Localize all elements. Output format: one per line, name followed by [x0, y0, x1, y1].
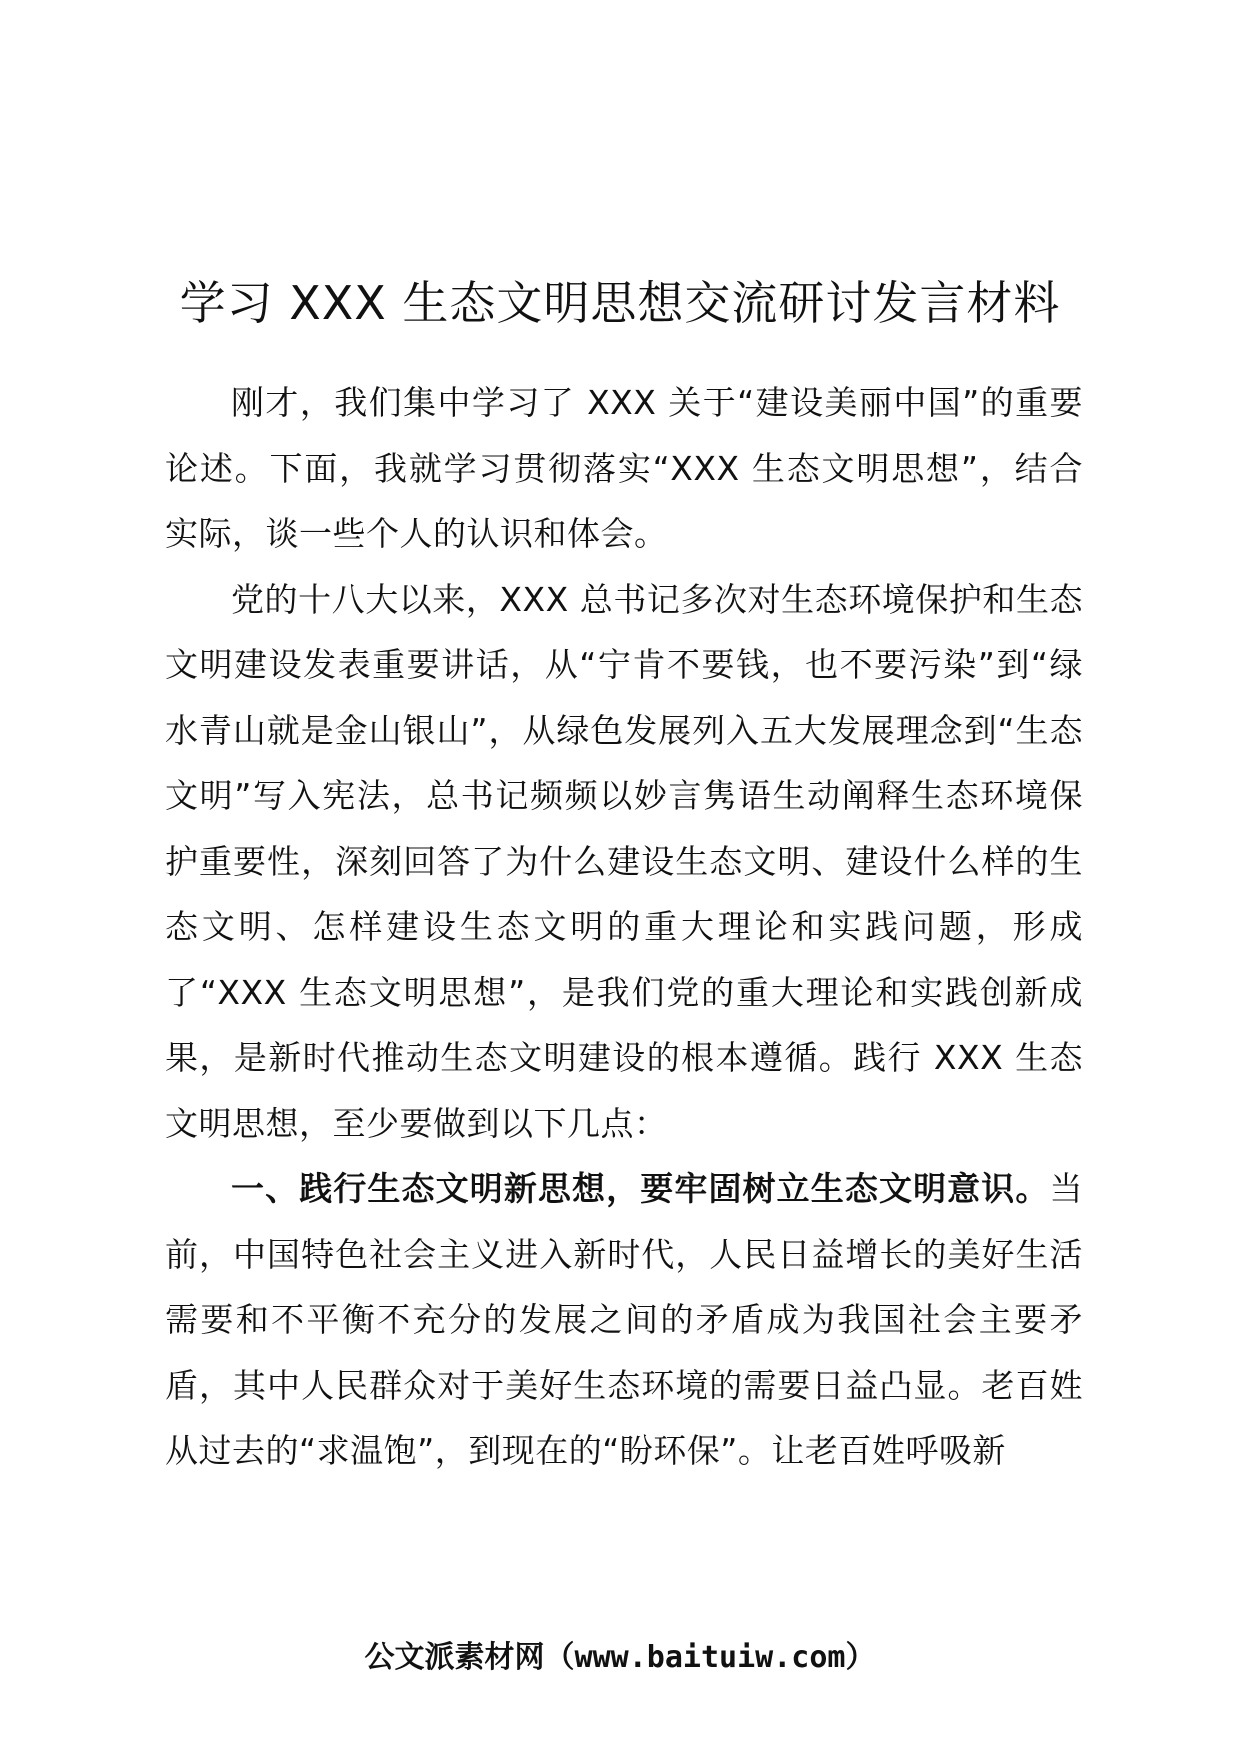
- section-heading-1: 一、践行生态文明新思想，要牢固树立生态文明意识。: [231, 1169, 1050, 1208]
- document-title: 学习 XXX 生态文明思想交流研讨发言材料: [179, 275, 1061, 330]
- footer-site-link[interactable]: www.baituiw.com: [574, 1640, 846, 1675]
- footer-label: 公文派素材网（: [364, 1640, 575, 1675]
- document-body: [165, 370, 1083, 1484]
- paragraph-text: 党的十八大以来，XXX 总书记多次对生态环境保护和生态文明建设发表重要讲话，从“宁肯不要钱，也不要污染”到“绿水青山就是金山银山”，从绿色发展列入五大发展理念到“生态文明”写入宪法，总书记频频以妙言隽语生动阐释生态环境保护重要性，深刻回答了为什么建设生态文明、建设什么样的生态文明、怎样建设生态文明的重大理论和实践问题，形成了“XXX 生态文明思想”，是我们党的重大理论和实践创新成果，是新时代推动生态文明建设的根本遵循。践行 XXX 生态文明思想，至少要做到以下几点：: [165, 579, 1083, 1143]
- paragraph-text: 刚才，我们集中学习了 XXX 关于“建设美丽中国”的重要论述。下面，我就学习贯彻落实“XXX 生态文明思想”，结合实际，谈一些个人的认识和体会。: [165, 383, 1083, 553]
- paragraph-2: [165, 567, 1083, 1157]
- paragraph-1: [165, 370, 1083, 567]
- footer-source: [0, 1636, 1240, 1680]
- footer-close: ）: [845, 1640, 876, 1675]
- paragraph-3: [165, 1156, 1083, 1484]
- paragraph-text: 当前，中国特色社会主义进入新时代，人民日益增长的美好生活需要和不平衡不充分的发展之间的矛盾成为我国社会主要矛盾，其中人民群众对于美好生态环境的需要日益凸显。老百姓从过去的“求温饱”，到现在的“盼环保”。让老百姓呼吸新: [165, 1169, 1083, 1470]
